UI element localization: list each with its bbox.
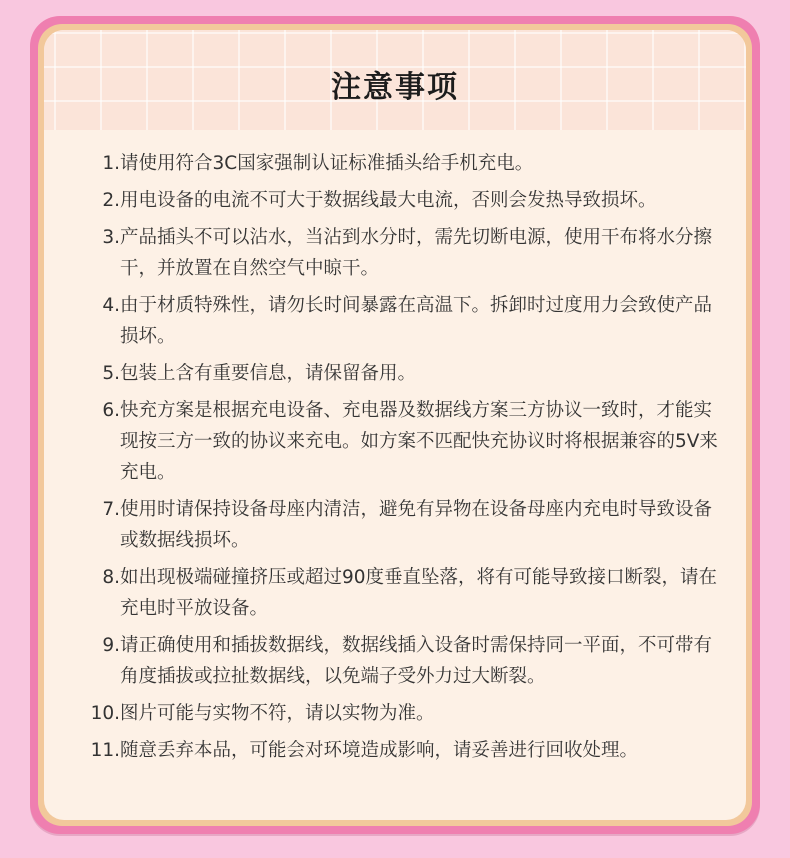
page-title: 注意事项	[331, 70, 459, 105]
notice-card-frame	[30, 16, 760, 834]
list-item	[78, 698, 728, 729]
list-item	[78, 494, 728, 556]
item-number: 4.	[102, 295, 120, 316]
notice-list	[78, 148, 728, 772]
item-text: 请使用符合3C国家强制认证标准插头给手机充电。	[120, 153, 534, 174]
list-item	[78, 290, 728, 352]
list-item	[78, 630, 728, 692]
list-item	[78, 185, 728, 216]
item-text: 随意丢弃本品，可能会对环境造成影响，请妥善进行回收处理。	[120, 740, 639, 761]
item-text: 使用时请保持设备母座内清洁，避免有异物在设备母座内充电时导致设备或数据线损坏。	[120, 499, 713, 551]
item-text: 用电设备的电流不可大于数据线最大电流，否则会发热导致损坏。	[120, 190, 657, 211]
item-number: 2.	[102, 190, 120, 211]
item-text: 图片可能与实物不符，请以实物为准。	[120, 703, 435, 724]
item-text: 包装上含有重要信息，请保留备用。	[120, 363, 417, 384]
notice-card-border	[38, 24, 752, 826]
item-number: 7.	[102, 499, 120, 520]
list-item	[78, 358, 728, 389]
list-item	[78, 148, 728, 179]
list-item	[78, 735, 728, 766]
item-text: 如出现极端碰撞挤压或超过90度垂直坠落，将有可能导致接口断裂，请在充电时平放设备。	[120, 567, 718, 619]
notice-card	[44, 30, 746, 820]
item-number: 8.	[102, 567, 120, 588]
item-number: 1.	[102, 153, 120, 174]
list-item	[78, 395, 728, 488]
item-number: 3.	[102, 227, 120, 248]
item-text: 由于材质特殊性，请勿长时间暴露在高温下。拆卸时过度用力会致使产品损坏。	[120, 295, 713, 347]
item-number: 9.	[102, 635, 120, 656]
item-text: 产品插头不可以沾水，当沾到水分时，需先切断电源，使用干布将水分擦干，并放置在自然空气中晾干。	[120, 227, 713, 279]
item-number: 11.	[90, 740, 120, 761]
list-item	[78, 222, 728, 284]
list-item	[78, 562, 728, 624]
item-number: 6.	[102, 400, 120, 421]
item-text: 请正确使用和插拔数据线，数据线插入设备时需保持同一平面，不可带有角度插拔或拉扯数据线，以免端子受外力过大断裂。	[120, 635, 713, 687]
item-text: 快充方案是根据充电设备、充电器及数据线方案三方协议一致时，才能实现按三方一致的协议来充电。如方案不匹配快充协议时将根据兼容的5V来充电。	[120, 400, 718, 483]
item-number: 10.	[90, 703, 120, 724]
item-number: 5.	[102, 363, 120, 384]
